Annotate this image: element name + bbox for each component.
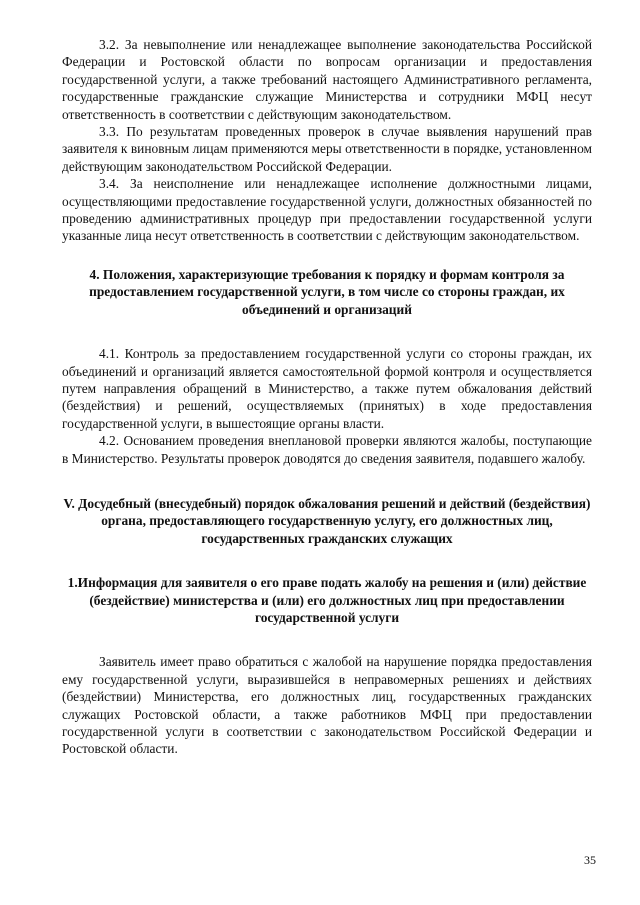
page-number: 35 [584, 853, 596, 867]
section-5-heading: V. Досудебный (внесудебный) порядок обжалования решений и действий (бездействия) органа, предоставляющего государственную услугу, его должностных лиц, государственных гражданских служащих [63, 495, 591, 546]
paragraph-5-1: Заявитель имеет право обратиться с жалобой на нарушение порядка предоставления ему государственной услуги, выразившейся в неправомерных решениях и действиях (бездействии) Министерства, его должностных лиц, государственных гражданских служащих Ростовской области, а также работников МФЦ при предоставлении государственной услуги в соответствии с законодательством Российской Федерации и Ростовской области. [62, 654, 592, 757]
document-page [62, 36, 592, 758]
paragraph-3-2: 3.2. За невыполнение или ненадлежащее выполнение законодательства Российской Федерации и Ростовской области по вопросам организации и предоставления государственной услуги, а также требований настоящего Административного регламента, государственные гражданские служащие Министерства и сотрудники МФЦ несут ответственность в соответствии с действующим законодательством. [62, 37, 592, 122]
paragraph-4-2: 4.2. Основанием проведения внеплановой проверки являются жалобы, поступающие в Министерство. Результаты проверок доводятся до сведения заявителя, подавшего жалобу. [62, 433, 592, 466]
paragraph-4-1: 4.1. Контроль за предоставлением государственной услуги со стороны граждан, их объединений и организаций является самостоятельной формой контроля и осуществляется путем направления обращений в Министерство, а также путем обжалования действий (бездействия) и решений, осуществляемых (принятых) в ходе предоставления государственной услуги, в вышестоящие органы власти. [62, 346, 592, 431]
paragraph-3-4: 3.4. За неисполнение или ненадлежащее исполнение должностными лицами, осуществляющими предоставление государственной услуги, должностных обязанностей по проведению административных процедур при предоставлении государственной услуги указанные лица несут ответственность в соответствии с действующим законодательством. [62, 176, 592, 244]
paragraph-3-3: 3.3. По результатам проведенных проверок в случае выявления нарушений прав заявителя к виновным лицам применяются меры ответственности в порядке, установленном действующим законодательством Российской Федерации. [62, 124, 592, 174]
section-5-subheading: 1.Информация для заявителя о его праве подать жалобу на решения и (или) действие (бездействие) министерства и (или) его должностных лиц при предоставлении государственной услуги [67, 575, 587, 625]
section-4-heading: 4. Положения, характеризующие требования к порядку и формам контроля за предоставлением государственной услуги, в том числе со стороны граждан, их объединений и организаций [89, 266, 565, 317]
